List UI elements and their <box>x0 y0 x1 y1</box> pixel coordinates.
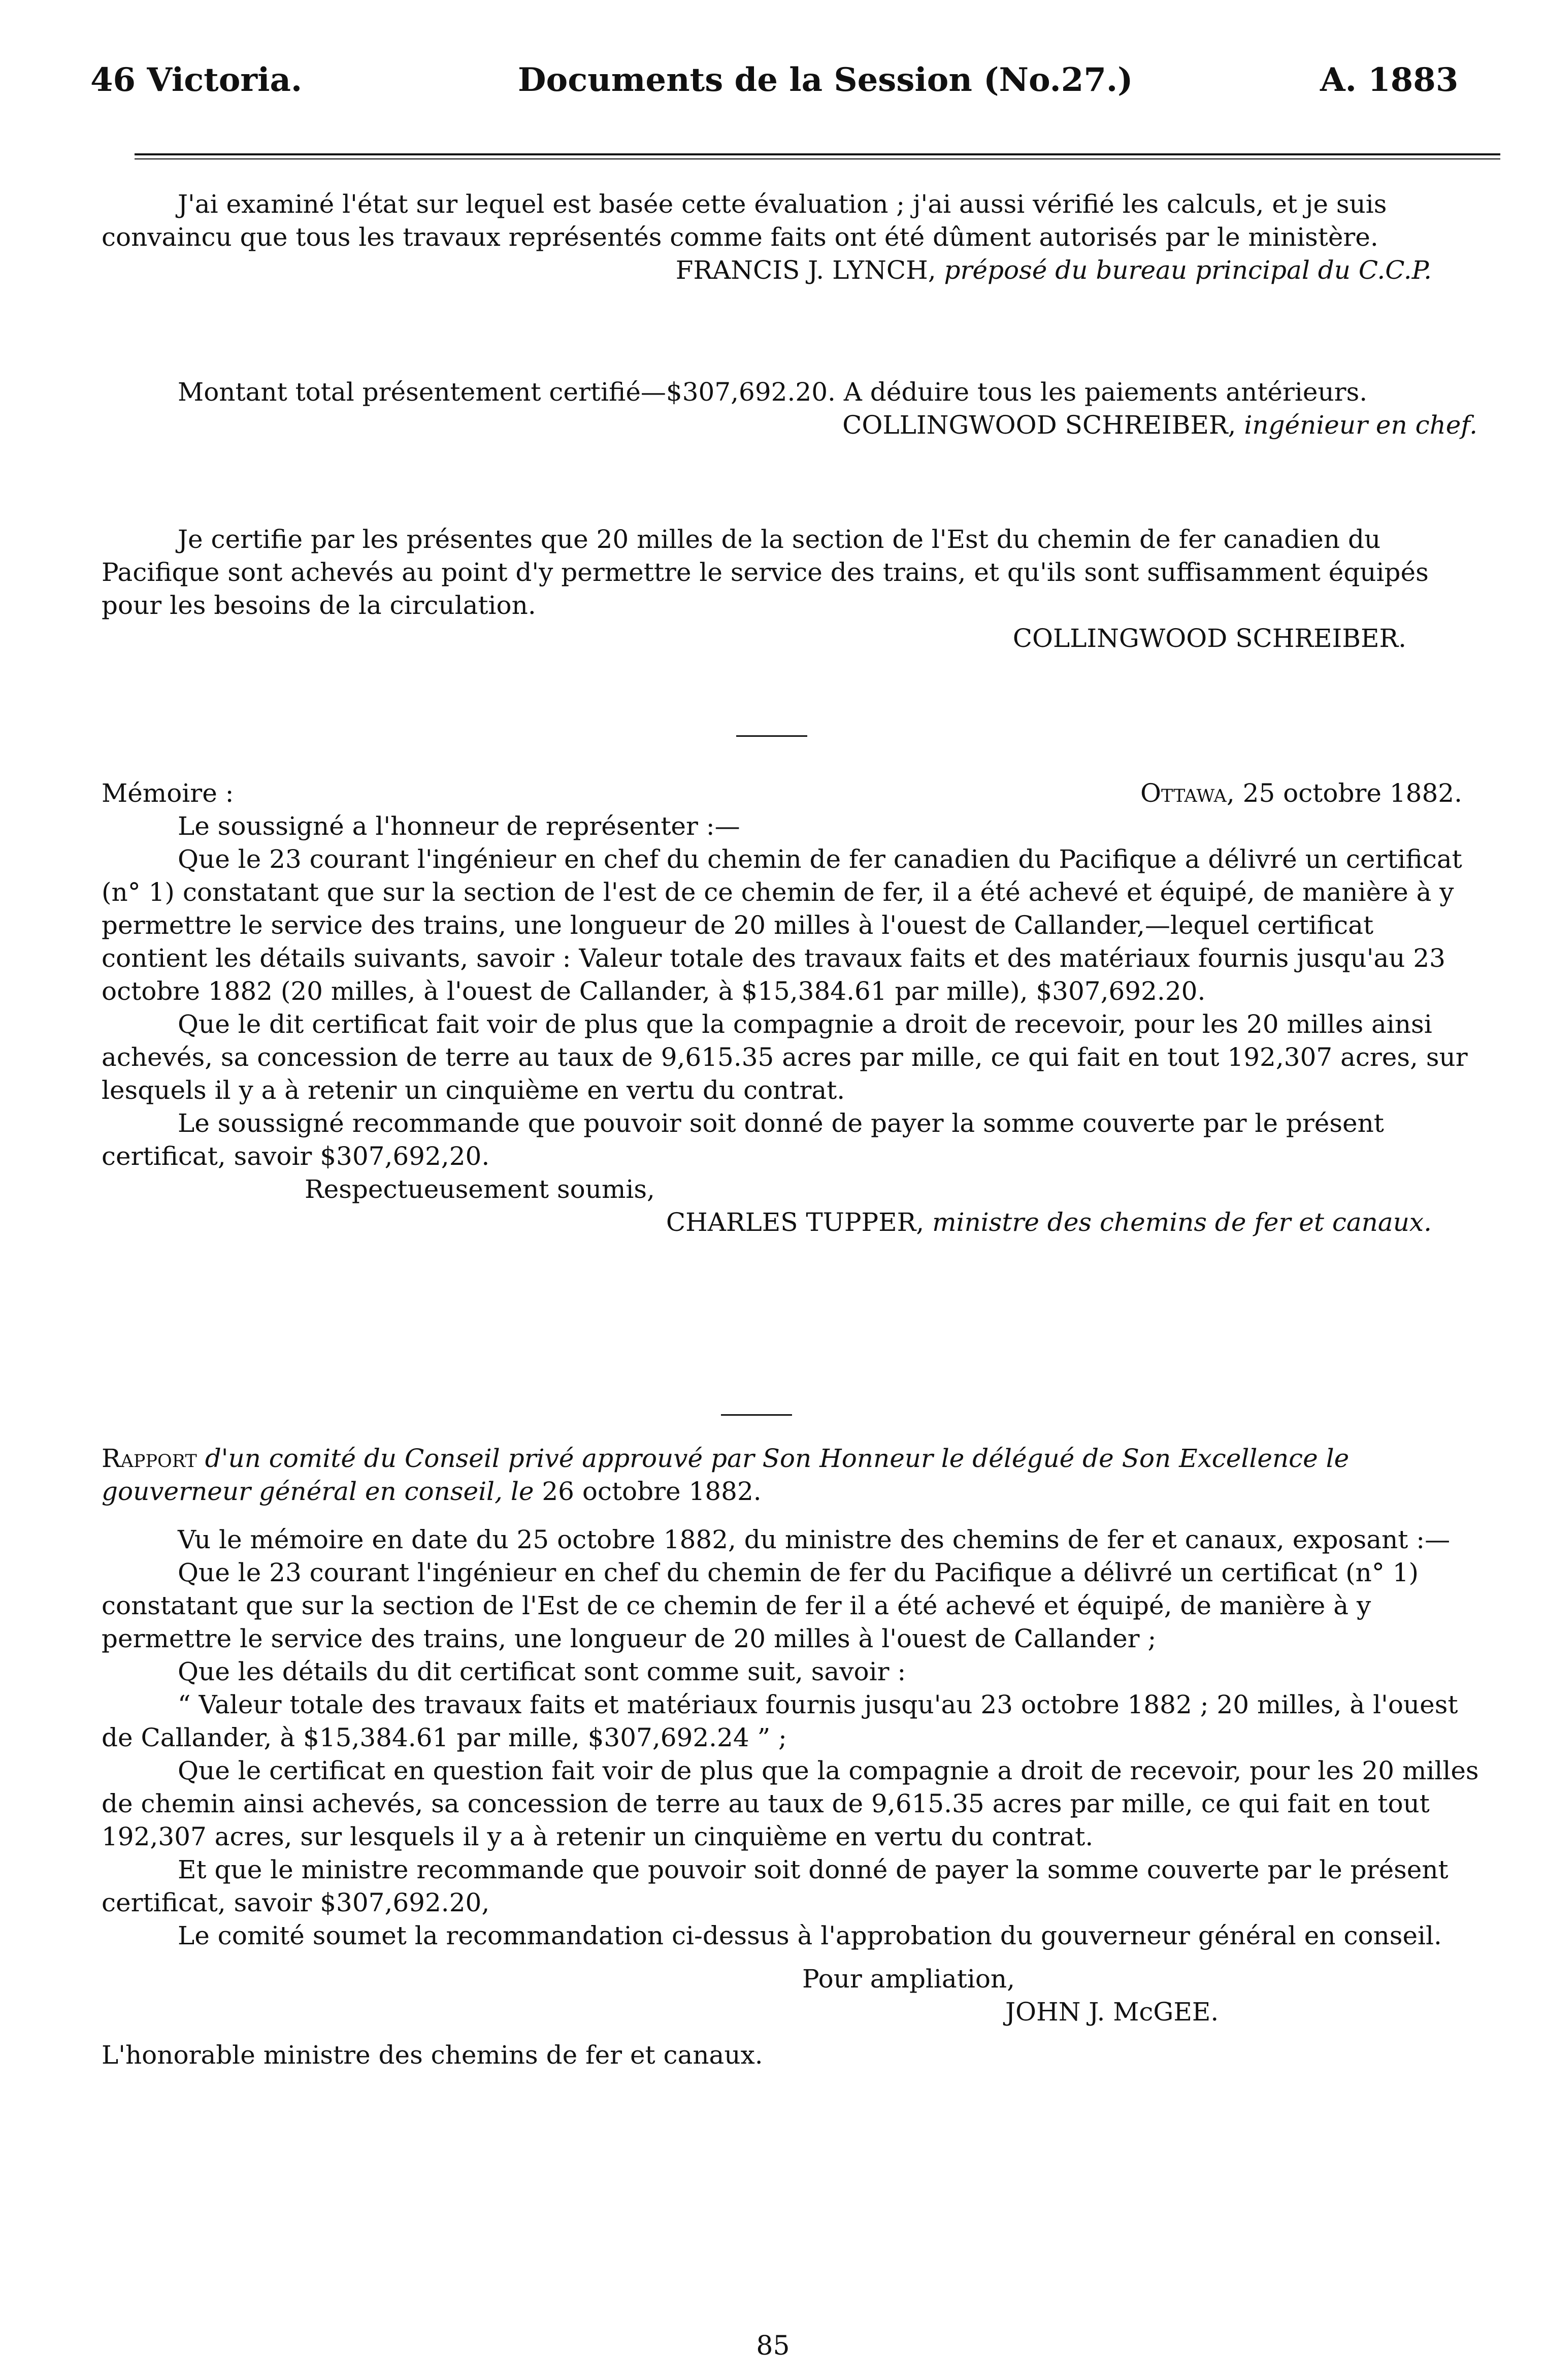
memo-paragraph-2: Que le dit certificat fait voir de plus que la compagnie a droit de recevoir, pour les 20 milles ainsi achevés, sa concession de terre au taux de 9,615.35 acres par mille, ce qui fait en tout 192,307 acres, sur lesquels il y a à retenir un cinquième en vertu du contrat. <box>102 1009 1468 1105</box>
montant-text: Montant total présentement certifié—$307,692.20. A déduire tous les paiements antérieurs. <box>178 377 1368 407</box>
memo-heading <box>102 777 1483 810</box>
rapport-paragraph-4: “ Valeur totale des travaux faits et matériaux fournis jusqu'au 23 octobre 1882 ; 20 milles, à l'ouest de Callander, à $15,384.61 par mille, $307,692.24 ” ; <box>102 1690 1458 1752</box>
header-rule-bottom <box>135 158 1500 159</box>
schreiber-title: ingénieur en chef. <box>1244 410 1477 440</box>
schreiber-signature-2: COLLINGWOOD SCHREIBER. <box>1012 624 1406 653</box>
header-center: Documents de la Session (No.27.) <box>518 61 1133 99</box>
separator <box>736 735 807 737</box>
section-rapport <box>102 1442 1483 2072</box>
header-left: 46 Victoria. <box>90 61 303 99</box>
tupper-signature <box>102 1206 1483 1239</box>
rapport-heading-text: d'un comité du Conseil privé approuvé par Son Honneur le délégué de Son Excellence le gouverneur général en conseil, le <box>102 1444 1350 1506</box>
section-evaluation <box>102 188 1483 287</box>
lynch-signature <box>102 254 1483 287</box>
evaluation-text: J'ai examiné l'état sur lequel est basée cette évaluation ; j'ai aussi vérifié les calculs, et je suis convaincu que tous les travaux représentés comme faits ont été dûment autorisés par le ministère. <box>102 189 1387 252</box>
rapport-paragraph-2: Que le 23 courant l'ingénieur en chef du chemin de fer du Pacifique a délivré un certificat (n° 1) constatant que sur la section de l'Est de ce chemin de fer il a été achevé et équipé, de manière à y permettre le service des trains, une longueur de 20 milles à l'ouest de Callander ; <box>102 1558 1419 1653</box>
section-certification <box>102 523 1483 655</box>
header-rule-top <box>135 153 1500 155</box>
page-number: 85 <box>756 2331 790 2361</box>
rapport-paragraph-1: Vu le mémoire en date du 25 octobre 1882, du ministre des chemins de fer et canaux, exposant :— <box>178 1525 1451 1554</box>
separator-2 <box>721 1414 792 1416</box>
mcgee-signature: JOHN J. McGEE. <box>1005 1997 1219 2027</box>
memo-paragraph-1: Que le 23 courant l'ingénieur en chef du chemin de fer canadien du Pacifique a délivré un certificat (n° 1) constatant que sur la section de l'est de ce chemin de fer, il a été achevé et équipé, de manière à y permettre le service des trains, une longueur de 20 milles à l'ouest de Callander,—lequel certificat contient les détails suivants, savoir : Valeur totale des travaux faits et des matériaux fournis jusqu'au 23 octobre 1882 (20 milles, à l'ouest de Callander, à $15,384.61 par mille), $307,692.20. <box>102 844 1462 1006</box>
schreiber-signature <box>102 409 1483 442</box>
memo-intro: Le soussigné a l'honneur de représenter :— <box>178 811 740 841</box>
rapport-date: 26 octobre 1882. <box>542 1477 762 1506</box>
pour-ampliation: Pour ampliation, <box>802 1964 1015 1994</box>
rapport-paragraph-6: Et que le ministre recommande que pouvoir soit donné de payer la somme couverte par le présent certificat, savoir $307,692.20, <box>102 1855 1449 1917</box>
schreiber-name: COLLINGWOOD SCHREIBER, <box>842 410 1236 440</box>
memo-dateline: Ottawa, 25 octobre 1882. <box>1140 778 1462 808</box>
memo-closing: Respectueusement soumis, <box>305 1175 655 1204</box>
rapport-paragraph-5: Que le certificat en question fait voir de plus que la compagnie a droit de recevoir, pour les 20 milles de chemin ainsi achevés, sa concession de terre au taux de 9,615.35 acres par mille, ce qui fait en tout 192,307 acres, sur lesquels il y a à retenir un cinquième en vertu du contrat. <box>102 1756 1479 1851</box>
lynch-name: FRANCIS J. LYNCH, <box>675 255 936 285</box>
rapport-paragraph-3: Que les détails du dit certificat sont comme suit, savoir : <box>178 1657 906 1686</box>
tupper-title: ministre des chemins de fer et canaux. <box>932 1208 1432 1237</box>
section-montant <box>102 376 1483 442</box>
memo-label: Mémoire : <box>102 778 234 808</box>
rapport-paragraph-7: Le comité soumet la recommandation ci-dessus à l'approbation du gouverneur général en conseil. <box>178 1921 1442 1950</box>
memo-paragraph-3: Le soussigné recommande que pouvoir soit donné de payer la somme couverte par le présent certificat, savoir $307,692,20. <box>102 1109 1384 1171</box>
certification-text: Je certifie par les présentes que 20 milles de la section de l'Est du chemin de fer canadien du Pacifique sont achevés au point d'y permettre le service des trains, et qu'ils sont suffisamment équipés pour les besoins de la circulation. <box>102 525 1429 620</box>
section-memoire <box>102 777 1483 1239</box>
tupper-name: CHARLES TUPPER, <box>666 1208 925 1237</box>
lynch-title: préposé du bureau principal du C.C.P. <box>944 255 1432 285</box>
header-right: A. 1883 <box>1320 61 1459 99</box>
addressee: L'honorable ministre des chemins de fer et canaux. <box>102 2040 763 2070</box>
rapport-lead: Rapport <box>102 1444 197 1473</box>
rapport-heading <box>102 1442 1483 1508</box>
